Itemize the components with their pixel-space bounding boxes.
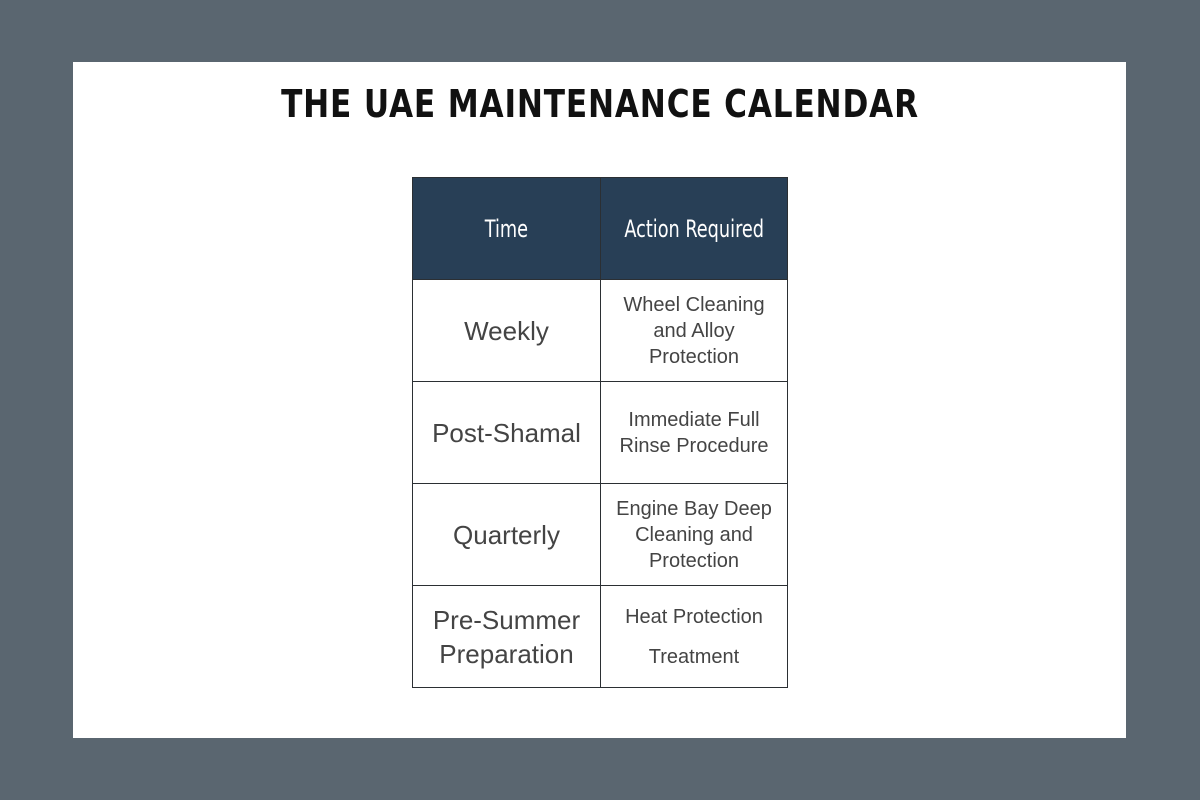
row-action-quarterly: Engine Bay Deep Cleaning and Protection [601, 484, 788, 586]
table-row [413, 586, 788, 688]
row-time-post-shamal: Post-Shamal [413, 382, 601, 484]
row-action-weekly: Wheel Cleaning and Alloy Protection [601, 280, 788, 382]
row-time-pre-summer: Pre-Summer Preparation [413, 586, 601, 688]
row-time-weekly: Weekly [413, 280, 601, 382]
row-action-post-shamal: Immediate Full Rinse Procedure [601, 382, 788, 484]
table-row [413, 382, 788, 484]
page-title: THE UAE MAINTENANCE CALENDAR [281, 82, 919, 126]
table-row [413, 280, 788, 382]
table-row [413, 484, 788, 586]
maintenance-table [412, 177, 788, 688]
row-time-quarterly: Quarterly [413, 484, 601, 586]
header-action: Action Required [601, 178, 788, 280]
row-action-pre-summer: Heat Protection Treatment [601, 586, 788, 688]
table-header-row [413, 178, 788, 280]
header-time: Time [413, 178, 601, 280]
